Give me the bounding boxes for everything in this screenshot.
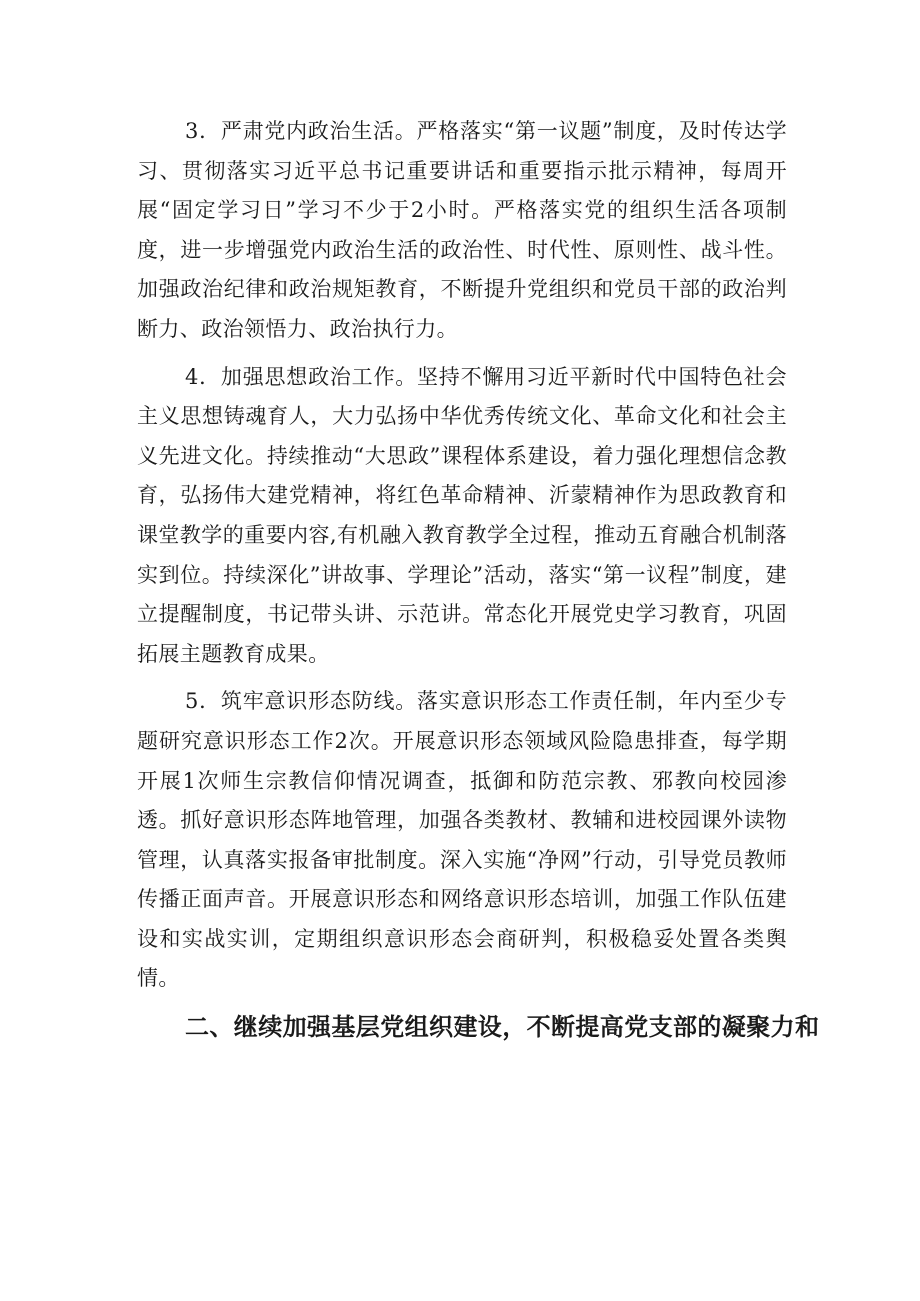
paragraph-3: 3．严肃党内政治生活。严格落实“第一议题”制度，及时传达学习、贯彻落实习近平总书记重要讲话和重要指示批示精神，每周开展“固定学习日”学习不少于2小时。严格落实党的组织生活各项制度，进一步增强党内政治生活的政治性、时代性、原则性、战斗性。加强政治纪律和政治规矩教育，不断提升党组织和党员干部的政治判断力、政治领悟力、政治执行力。	[137, 119, 787, 341]
paragraph-5: 5．筑牢意识形态防线。落实意识形态工作责任制，年内至少专题研究意识形态工作2次。开展意识形态领域风险隐患排查，每学期开展1次师生宗教信仰情况调查，抵御和防范宗教、邪教向校园渗透。抓好意识形态阵地管理，加强各类教材、教辅和进校园课外读物管理，认真落实报备审批制度。深入实施“净网”行动，引导党员教师传播正面声音。开展意识形态和网络意识形态培训，加强工作队伍建设和实战实训，定期组织意识形态会商研判，积极稳妥处置各类舆情。	[137, 689, 787, 991]
document-page	[137, 112, 820, 1047]
paragraph-4: 4．加强思想政治工作。坚持不懈用习近平新时代中国特色社会主义思想铸魂育人，大力弘扬中华优秀传统文化、革命文化和社会主义先进文化。持续推动“大思政”课程体系建设，着力强化理想信念教育，弘扬伟大建党精神，将红色革命精神、沂蒙精神作为思政教育和课堂教学的重要内容,有机融入教育教学全过程，推动五育融合机制落实到位。持续深化”讲故事、学理论”活动，落实“第一议程”制度，建立提醒制度，书记带头讲、示范讲。常态化开展党史学习教育，巩固拓展主题教育成果。	[137, 364, 787, 666]
section-heading: 二、继续加强基层党组织建设，不断提高党支部的凝聚力和	[185, 1013, 820, 1042]
